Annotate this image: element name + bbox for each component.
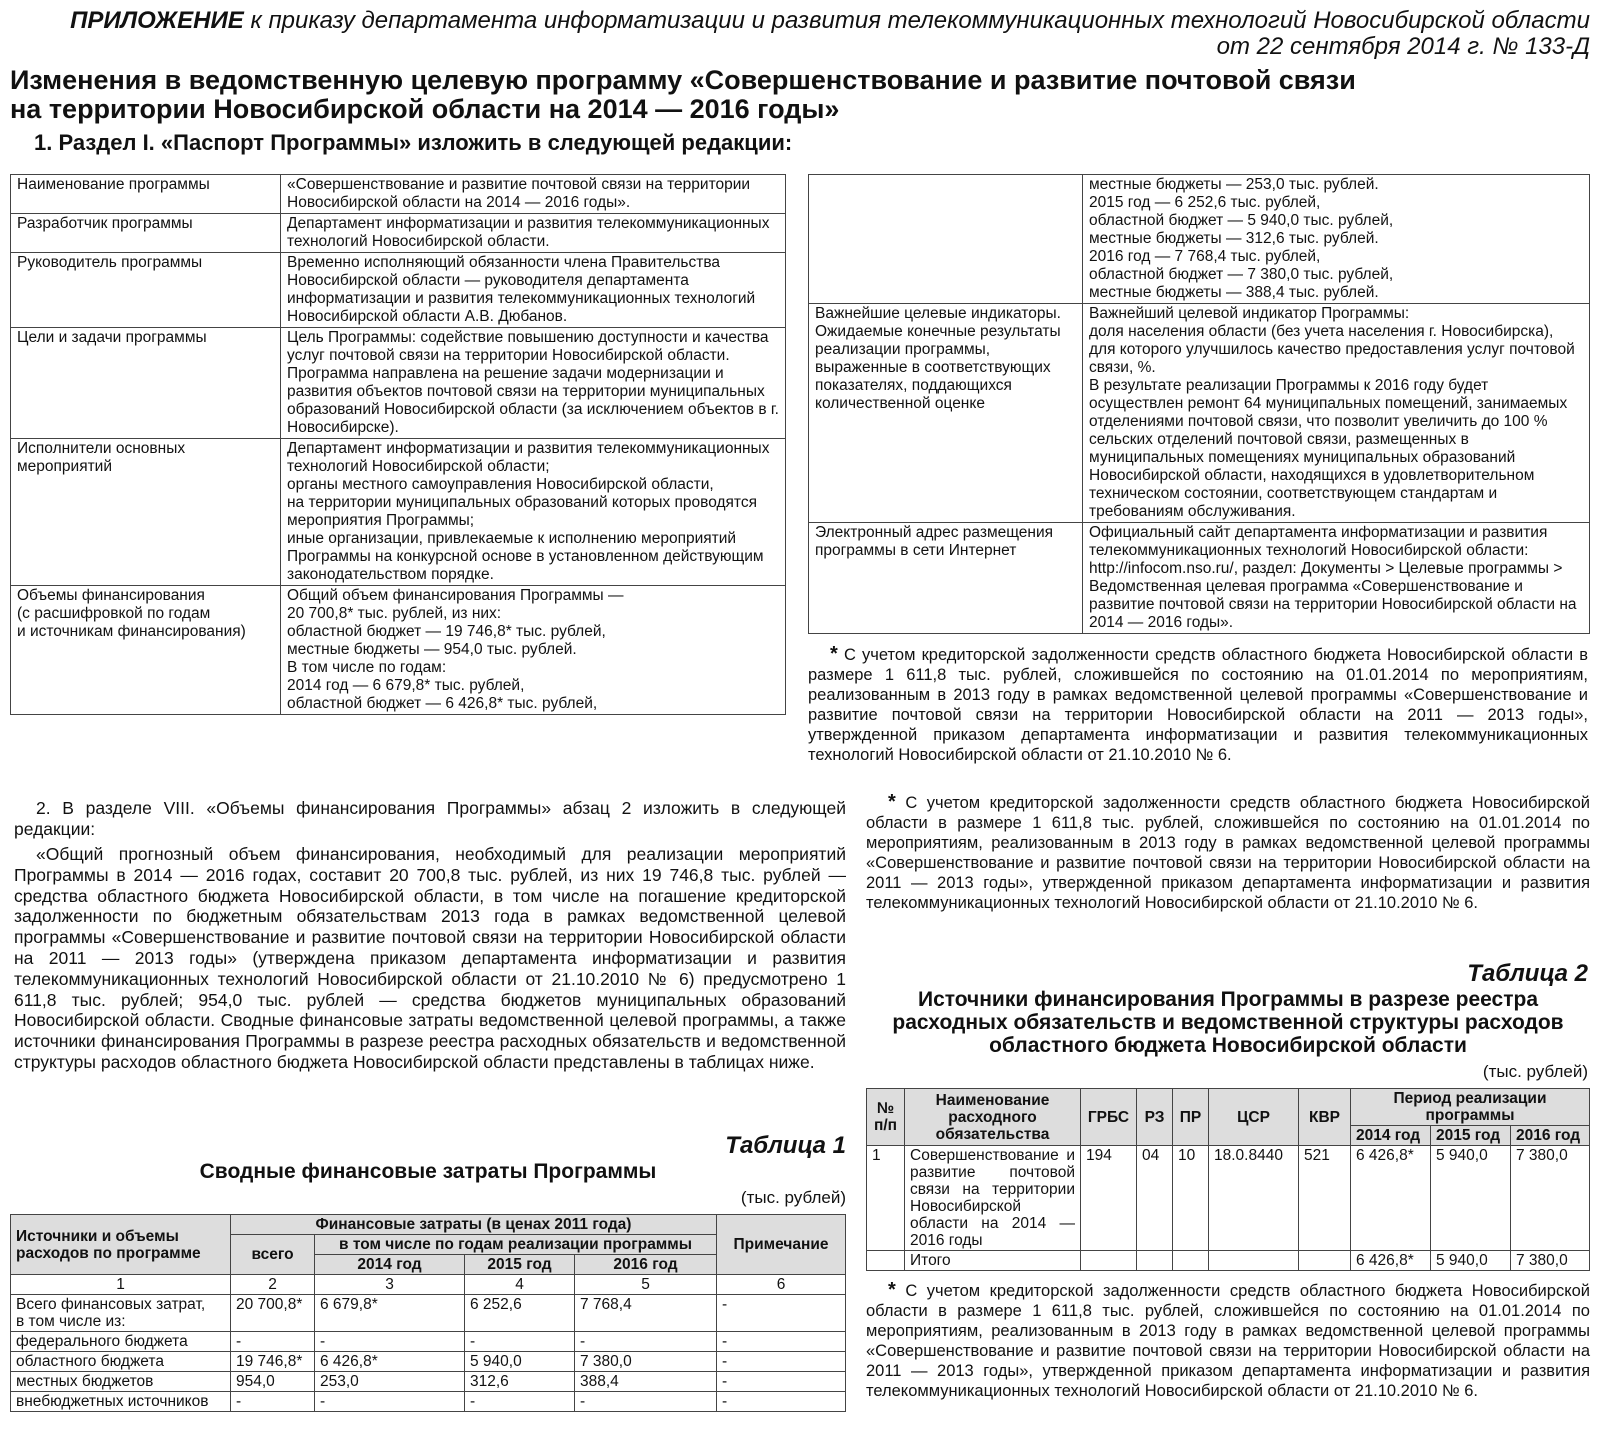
table1-header-byyear: в том числе по годам реализации программы: [315, 1235, 717, 1255]
passport-value: Временно исполняющий обязанности члена Правительства Новосибирской области — руководителя департамента информатизации и развития телекоммуникационных технологий Новосибирской области А.В. Дюбанов.: [281, 253, 786, 328]
table1-colnum: 1: [11, 1275, 231, 1295]
passport-row: [11, 328, 786, 439]
table2-header-num: № п/п: [867, 1089, 905, 1146]
footnote-text: С учетом кредиторской задолженности средств областного бюджета Новосибирской области в размере 1 611,8 тыс. рублей, сложившейся по состоянию на 01.01.2014 по мероприятиям, реализованным в 2013 году в рамках ведомственной целевой программы «Совершенствование и развитие почтовой связи на территории Новосибирской области на 2011 — 2013 годы», утвержденной приказом департамента информатизации и развития телекоммуникационных технологий Новосибирской области от 21.10.2010 № 6.: [808, 646, 1588, 764]
table2-title: Источники финансирования Программы в разрезе реестра расходных обязательств и ведомственной структуры расходов областного бюджета Новосибирской области: [892, 988, 1564, 1057]
table-cell: -: [231, 1392, 315, 1412]
footnote-2-text: С учетом кредиторской задолженности средств областного бюджета Новосибирской области в размере 1 611,8 тыс. рублей, сложившейся по состоянию на 01.01.2014 по мероприятиям, реализованным в 2013 году в рамках ведомственной целевой программы «Совершенствование и развитие почтовой связи на территории Новосибирской области на 2011 — 2013 годы», утвержденной приказом департамента информатизации и развития телекоммуникационных технологий Новосибирской области от 21.10.2010 № 6.: [866, 794, 1590, 912]
passport-table-right: [808, 174, 1590, 634]
passport-value: Цель Программы: содействие повышению доступности и качества услуг почтовой связи на территории Новосибирской области. Программа направлена на решение задачи модернизации и развития объектов почтовой связи на территории муниципальных образований Новосибирской области (за исключением объектов в г. Новосибирске).: [281, 328, 786, 439]
table-cell: Всего финансовых затрат, в том числе из:: [11, 1295, 231, 1332]
table-cell: 7 380,0: [575, 1352, 717, 1372]
table-cell: -: [717, 1352, 846, 1372]
table-cell: 5 940,0: [1431, 1146, 1511, 1251]
table-cell: 7 380,0: [1511, 1251, 1590, 1271]
header-line1: к приказу департамента информатизации и развития телекоммуникационных технологий Новосибирской области: [250, 7, 1590, 34]
passport-row: [809, 175, 1590, 304]
table-row: [867, 1146, 1590, 1251]
table-cell: 7 768,4: [575, 1295, 717, 1332]
header-line2: от 22 сентября 2014 г. № 133-Д: [1216, 33, 1590, 60]
table-cell: 954,0: [231, 1372, 315, 1392]
footnote-star: *: [830, 643, 838, 665]
table1-colnum: 3: [315, 1275, 465, 1295]
passport-label: Разработчик программы: [11, 214, 281, 253]
passport-value: «Совершенствование и развитие почтовой связи на территории Новосибирской области на 2014 — 2016 годы».: [281, 175, 786, 214]
table-cell: 19 746,8*: [231, 1352, 315, 1372]
table-cell: -: [465, 1332, 575, 1352]
table2-header-period: Период реализации программы: [1351, 1089, 1590, 1126]
passport-row: [11, 175, 786, 214]
section1-heading: 1. Раздел I. «Паспорт Программы» изложить в следующей редакции:: [34, 130, 793, 155]
table-cell: 6 679,8*: [315, 1295, 465, 1332]
footnote-3: [866, 1280, 1590, 1401]
table-cell: местных бюджетов: [11, 1372, 231, 1392]
table1: [10, 1214, 846, 1412]
table-cell: 521: [1299, 1146, 1351, 1251]
table-cell: Совершенствование и развитие почтовой связи на территории Новосибирской области на 2014 — 2016 годы: [905, 1146, 1081, 1251]
table2-header-2014: 2014 год: [1351, 1126, 1431, 1146]
table2-header-rz: РЗ: [1137, 1089, 1173, 1146]
table1-header-2016: 2016 год: [575, 1255, 717, 1275]
passport-value: Департамент информатизации и развития телекоммуникационных технологий Новосибирской области.: [281, 214, 786, 253]
table2: [866, 1088, 1590, 1271]
passport-label: Электронный адрес размещения программы в сети Интернет: [809, 523, 1083, 634]
table-cell: 5 940,0: [465, 1352, 575, 1372]
passport-row: [11, 586, 786, 715]
table-cell: 312,6: [465, 1372, 575, 1392]
passport-label: [809, 175, 1083, 304]
document-header: [40, 8, 1590, 60]
table-cell: Итого: [905, 1251, 1081, 1271]
table-cell: 388,4: [575, 1372, 717, 1392]
table-row: [11, 1372, 846, 1392]
table1-header-2015: 2015 год: [465, 1255, 575, 1275]
table-cell: -: [717, 1295, 846, 1332]
table-cell: -: [717, 1372, 846, 1392]
table-cell: -: [575, 1392, 717, 1412]
title-line2: на территории Новосибирской области на 2014 — 2016 годы»: [10, 94, 840, 124]
table-row: [11, 1352, 846, 1372]
table1-units: (тыс. рублей): [740, 1188, 846, 1207]
table-cell: -: [717, 1392, 846, 1412]
passport-label: Наименование программы: [11, 175, 281, 214]
table-cell: 18.0.8440: [1209, 1146, 1299, 1251]
table-row: [867, 1251, 1590, 1271]
table-cell: -: [465, 1392, 575, 1412]
footnote-3-star: *: [888, 1279, 896, 1301]
table-cell: внебюджетных источников: [11, 1392, 231, 1412]
table-cell: [1137, 1251, 1173, 1271]
table2-header-name: Наименование расходного обязательства: [905, 1089, 1081, 1146]
passport-value: Важнейший целевой индикатор Программы: доля населения области (без учета населения г. Новосибирска), для которого улучшилось качество предоставления услуг почтовой связи, %. В результате реализации Программы к 2016 году будет осуществлен ремонт 64 муниципальных помещений, занимаемых отделениями почтовой связи, что позволит увеличить до 100 % сельских отделений почтовой связи, размещенных в муниципальных помещениях муниципальных образований Новосибирской области, находящихся в удовлетворительном техническом состоянии, соответствующем стандартам и требованиям обслуживания.: [1083, 304, 1590, 523]
table1-title: Сводные финансовые затраты Программы: [199, 1160, 657, 1183]
table1-caption: Таблица 1: [725, 1132, 846, 1159]
table-cell: 6 426,8*: [315, 1352, 465, 1372]
document-title: [10, 66, 1590, 124]
footnote-2-star: *: [888, 791, 896, 813]
passport-label: Руководитель программы: [11, 253, 281, 328]
table-cell: -: [575, 1332, 717, 1352]
table2-header-grbs: ГРБС: [1081, 1089, 1137, 1146]
table-cell: 5 940,0: [1431, 1251, 1511, 1271]
table-row: [11, 1332, 846, 1352]
passport-row: [11, 214, 786, 253]
footnote-1: [808, 644, 1588, 765]
table1-colnum: 2: [231, 1275, 315, 1295]
table2-header-kvr: КВР: [1299, 1089, 1351, 1146]
table1-header-note: Примечание: [717, 1215, 846, 1275]
table2-units: (тыс. рублей): [1482, 1062, 1588, 1081]
table-cell: -: [717, 1332, 846, 1352]
table-cell: 1: [867, 1146, 905, 1251]
passport-row: [809, 523, 1590, 634]
section2-heading: 2. В разделе VIII. «Объемы финансирования Программы» абзац 2 изложить в следующей редакции:: [14, 798, 846, 839]
table-row: [11, 1295, 846, 1332]
passport-label: Объемы финансирования (с расшифровкой по годам и источникам финансирования): [11, 586, 281, 715]
table-cell: 20 700,8*: [231, 1295, 315, 1332]
table-cell: 6 426,8*: [1351, 1251, 1431, 1271]
table1-header-total: всего: [231, 1235, 315, 1275]
footnote-2: [866, 792, 1590, 913]
table-cell: [1173, 1251, 1209, 1271]
passport-row: [11, 439, 786, 586]
passport-row: [11, 253, 786, 328]
table-cell: федерального бюджета: [11, 1332, 231, 1352]
table-cell: [1081, 1251, 1137, 1271]
passport-value: местные бюджеты — 253,0 тыс. рублей. 2015 год — 6 252,6 тыс. рублей, областной бюджет — 5 940,0 тыс. рублей, местные бюджеты — 312,6 тыс. рублей. 2016 год — 7 768,4 тыс. рублей, областной бюджет — 7 380,0 тыс. рублей, местные бюджеты — 388,4 тыс. рублей.: [1083, 175, 1590, 304]
table1-header-costs: Финансовые затраты (в ценах 2011 года): [231, 1215, 717, 1235]
title-line1: Изменения в ведомственную целевую программу «Совершенствование и развитие почтовой связи: [10, 65, 1356, 95]
table-cell: 194: [1081, 1146, 1137, 1251]
section2-body: «Общий прогнозный объем финансирования, необходимый для реализации мероприятий Программы в 2014 — 2016 годах, составит 20 700,8 тыс. рублей, из них 19 746,8 тыс. рублей — средства областного бюджета Новосибирской области, в том числе на погашение кредиторской задолженности по бюджетным обязательствам 2013 года в рамках ведомственной целевой программы «Совершенствование и развитие почтовой связи на территории Новосибирской области на 2011 — 2013 годы» (утверждена приказом департамента информатизации и развития телекоммуникационных технологий Новосибирской области от 21.10.2010 № 6) предусмотрено 1 611,8 тыс. рублей; 954,0 тыс. рублей — средства бюджетов муниципальных образований Новосибирской области. Сводные финансовые затраты ведомственной целевой программы, а также источники финансирования Программы в разрезе реестра расходных обязательств и ведомственной структуры расходов областного бюджета Новосибирской области представлены в таблицах ниже.: [14, 844, 846, 1072]
table1-header-2014: 2014 год: [315, 1255, 465, 1275]
passport-value: Общий объем финансирования Программы — 20 700,8* тыс. рублей, из них: областной бюджет — 19 746,8* тыс. рублей, местные бюджеты — 954,0 тыс. рублей. В том числе по годам: 2014 год — 6 679,8* тыс. рублей, областной бюджет — 6 426,8* тыс. рублей,: [281, 586, 786, 715]
footnote-3-text: С учетом кредиторской задолженности средств областного бюджета Новосибирской области в размере 1 611,8 тыс. рублей, сложившейся по состоянию на 01.01.2014 по мероприятиям, реализованным в 2013 году в рамках ведомственной целевой программы «Совершенствование и развитие почтовой связи на территории Новосибирской области на 2011 — 2013 годы», утвержденной приказом департамента информатизации и развития телекоммуникационных технологий Новосибирской области от 21.10.2010 № 6.: [866, 1282, 1590, 1400]
passport-label: Цели и задачи программы: [11, 328, 281, 439]
table2-header-2016: 2016 год: [1511, 1126, 1590, 1146]
table-cell: -: [315, 1332, 465, 1352]
header-prefix: ПРИЛОЖЕНИЕ: [70, 7, 244, 34]
passport-table-left: [10, 174, 786, 715]
table1-colnum: 6: [717, 1275, 846, 1295]
table-cell: -: [315, 1392, 465, 1412]
table-cell: 7 380,0: [1511, 1146, 1590, 1251]
table2-header-2015: 2015 год: [1431, 1126, 1511, 1146]
table-cell: 04: [1137, 1146, 1173, 1251]
table2-header-pr: ПР: [1173, 1089, 1209, 1146]
table-cell: 253,0: [315, 1372, 465, 1392]
passport-row: [809, 304, 1590, 523]
table-cell: [1299, 1251, 1351, 1271]
table-cell: 10: [1173, 1146, 1209, 1251]
passport-value: Департамент информатизации и развития телекоммуникационных технологий Новосибирской области; органы местного самоуправления Новосибирской области, на территории муниципальных образований которых проводятся мероприятия Программы; иные организации, привлекаемые к исполнению мероприятий Программы на конкурсной основе в установленном действующим законодательством порядке.: [281, 439, 786, 586]
table-cell: областного бюджета: [11, 1352, 231, 1372]
table2-caption: Таблица 2: [1467, 960, 1588, 987]
passport-value: Официальный сайт департамента информатизации и развития телекоммуникационных технологий Новосибирской области: http://infocom.nso.ru/, раздел: Документы > Целевые программы > Ведомственная целевая программа «Совершенствование и развитие почтовой связи на территории Новосибирской области на 2014 — 2016 годы».: [1083, 523, 1590, 634]
table2-header-csr: ЦСР: [1209, 1089, 1299, 1146]
table-cell: [1209, 1251, 1299, 1271]
table1-colnum: 5: [575, 1275, 717, 1295]
table1-colnum: 4: [465, 1275, 575, 1295]
table-cell: -: [231, 1332, 315, 1352]
table-cell: [867, 1251, 905, 1271]
table-row: [11, 1392, 846, 1412]
passport-label: Важнейшие целевые индикаторы. Ожидаемые конечные результаты реализации программы, выраженные в соответствующих показателях, поддающихся количественной оценке: [809, 304, 1083, 523]
table-cell: 6 426,8*: [1351, 1146, 1431, 1251]
passport-label: Исполнители основных мероприятий: [11, 439, 281, 586]
table1-header-sources: Источники и объемы расходов по программе: [11, 1215, 231, 1275]
table-cell: 6 252,6: [465, 1295, 575, 1332]
table1-colnum-row: [11, 1275, 846, 1295]
